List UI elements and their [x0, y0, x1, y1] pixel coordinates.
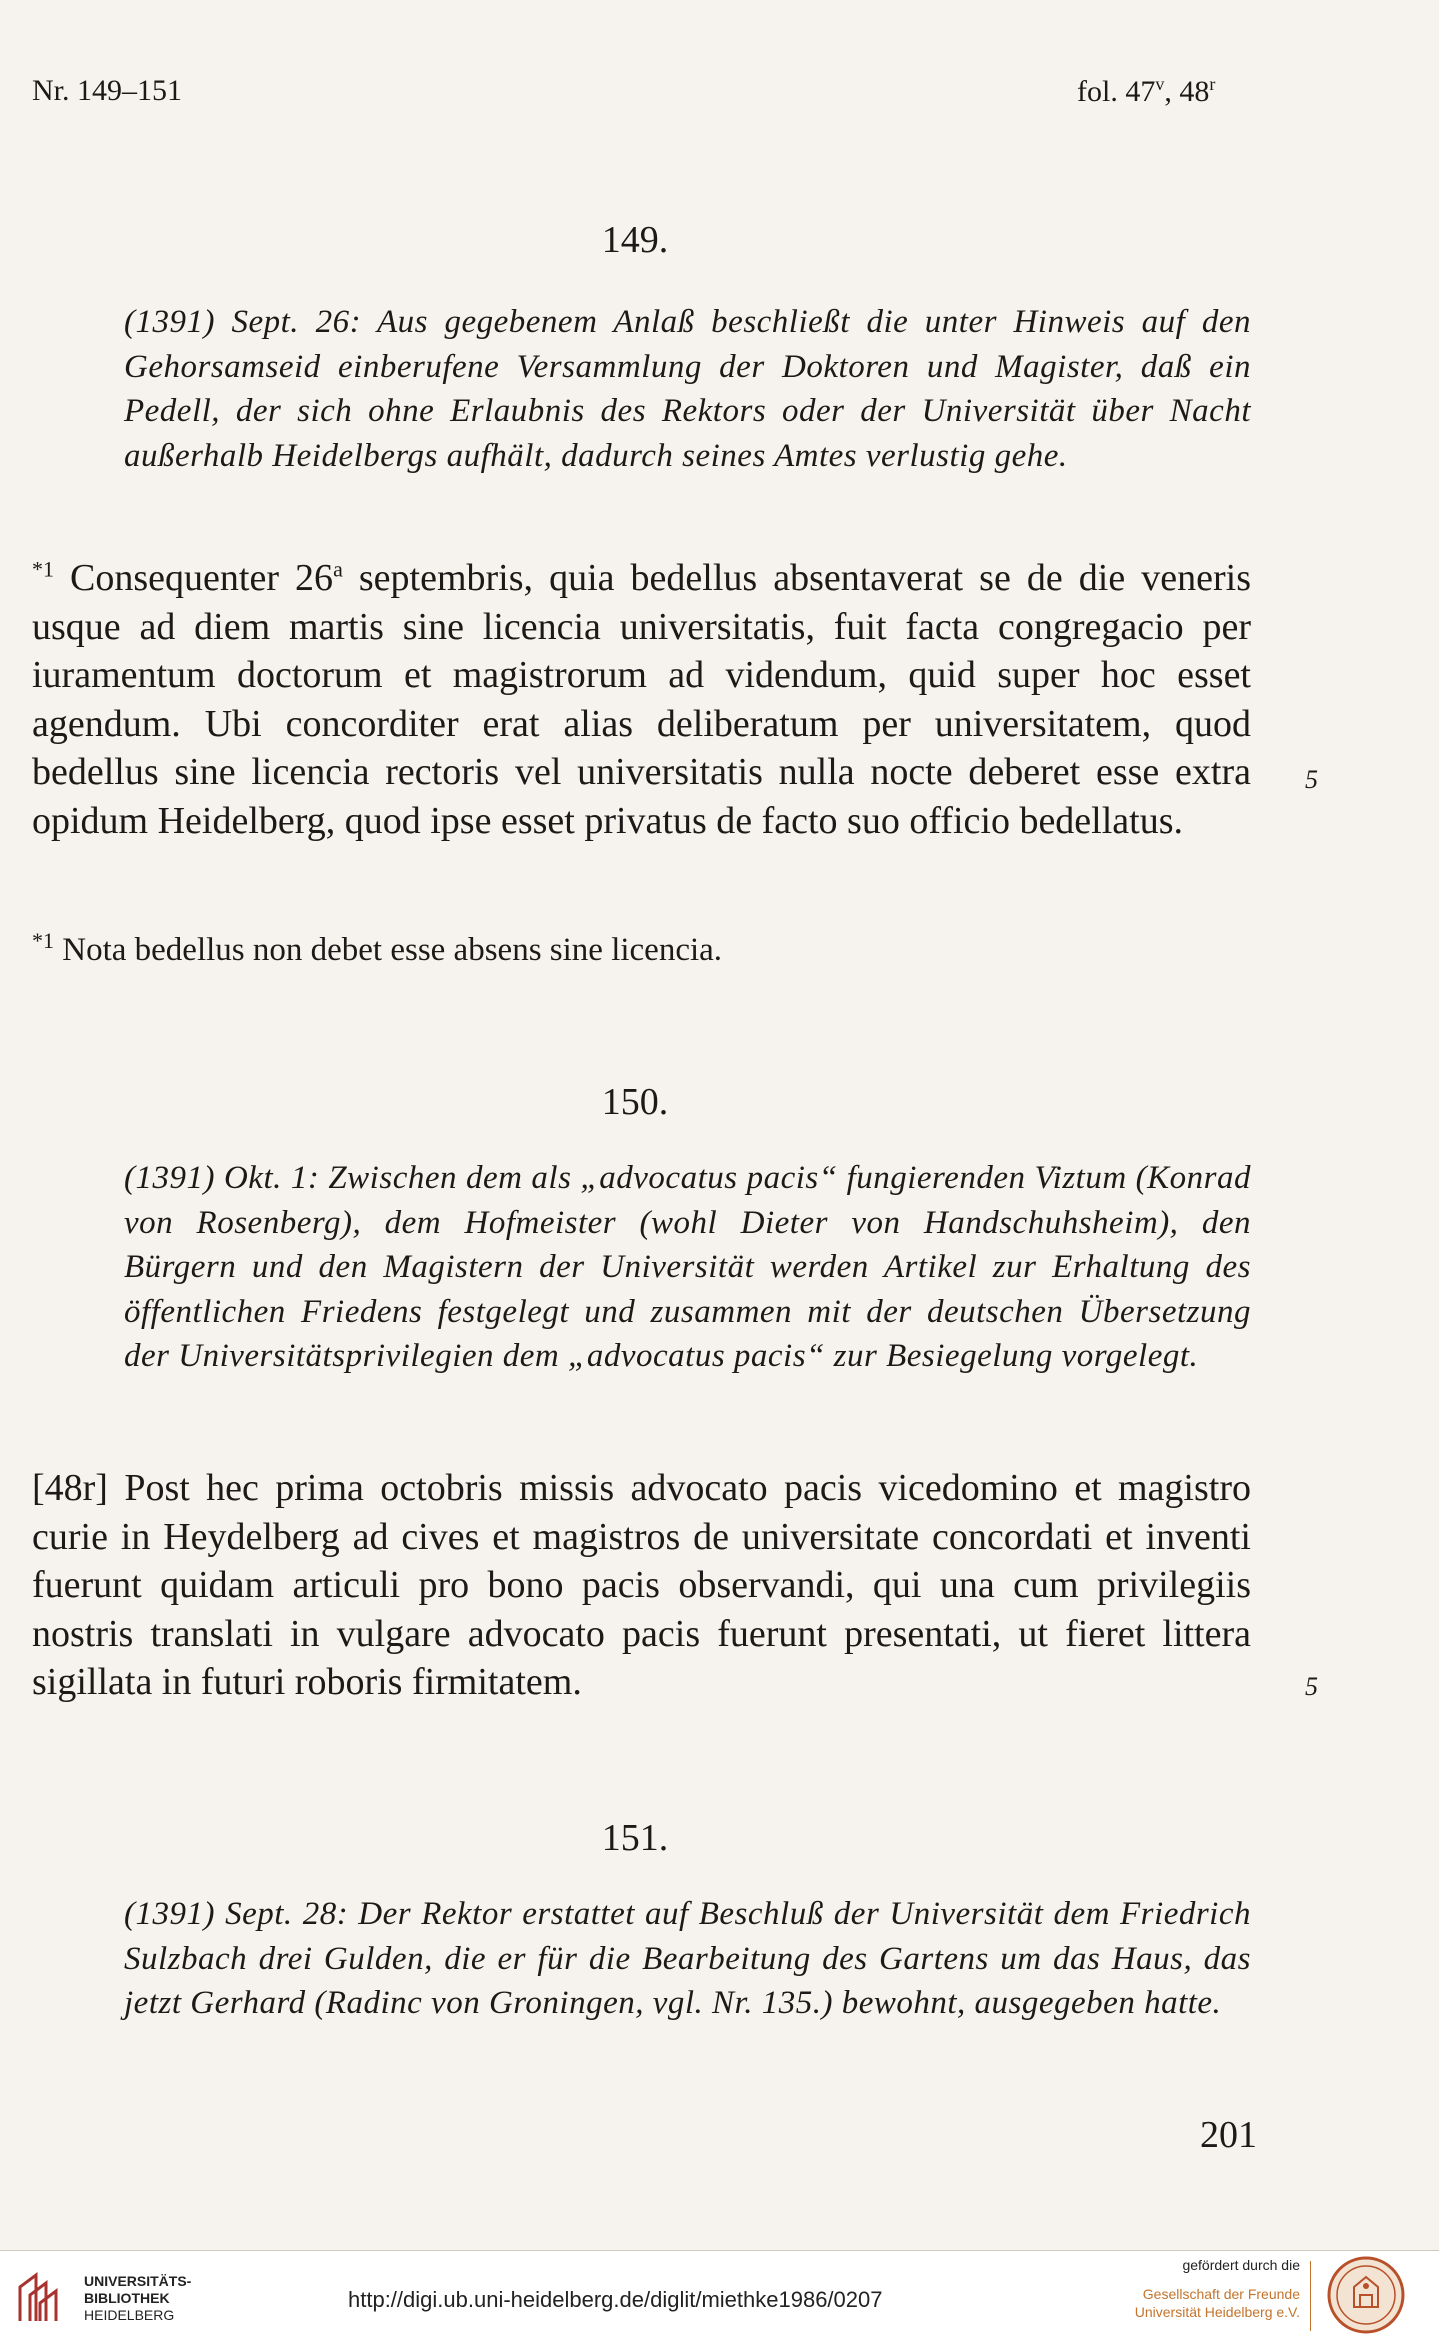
entry-149-line-number: 5 [1305, 765, 1318, 794]
entry-150-summary: (1391) Okt. 1: Zwischen dem als „advocatus pacis“ fungierenden Viztum (Konrad von Rosenberg), dem Hofmeister (wohl Dieter von Handschuhsheim), den Bürgern und den Magistern der Universität werden Artikel zur Erhaltung des öffentlichen Friedens festgelegt und zusammen mit der deutschen Übersetzung der Universitätsprivilegien dem „advocatus pacis“ zur Besiegelung vorgelegt. [124, 1160, 1251, 1374]
entry-149-note: $^{*1}$ Nota bedellus non debet esse absens sine licencia. [32, 928, 723, 968]
footnote-marker: *1 [32, 556, 54, 582]
entry-150-text: [48r] Post hec prima octobris missis advocato pacis vicedomino et magistro curie in Heydelberg ad cives et magistros de universitate concordati et inventi fuerunt quidam articuli pro bono pacis observandi, qui una cum privilegiis nostris translati in vulgare advocato pacis fuerunt presentati, ut fieret littera sigillata in futuri roboris firmitatem. [32, 1467, 1251, 1703]
footer-divider [1310, 2261, 1311, 2331]
university-seal-icon [1326, 2255, 1406, 2335]
entry-149-summary: (1391) Sept. 26: Aus gegebenem Anlaß beschließt die unter Hinweis auf den Gehorsamseid einberufene Versammlung der Doktoren und Magister, daß ein Pedell, der sich ohne Erlaubnis des Rektors oder der Universität über Nacht außerhalb Heidelbergs aufhält, dadurch seines Amtes verlustig gehe. [124, 304, 1251, 474]
running-header-right: fol. 47$^v$, 48$^r$ [1077, 74, 1216, 108]
entry-151-summary: (1391) Sept. 28: Der Rektor erstattet auf Beschluß der Universität dem Friedrich Sulzbach drei Gulden, die er für die Bearbeitung des Gartens um das Haus, das jetzt Gerhard (Radinc von Groningen, vgl. Nr. 135.) bewohnt, ausgegeben hatte. [124, 1896, 1251, 2021]
sponsor-credit: gefördert durch die Gesellschaft der Freunde Universität Heidelberg e.V. [1090, 2257, 1300, 2321]
entry-number-150: 150. [601, 1081, 669, 1123]
footer-bar [0, 2250, 1439, 2338]
sponsor-name: Gesellschaft der Freunde Universität Heidelberg e.V. [1134, 2286, 1300, 2320]
entry-number-151: 151. [601, 1817, 669, 1859]
entry-number-149: 149. [601, 219, 669, 261]
entry-150-line-number: 5 [1305, 1672, 1318, 1701]
page-number: 201 [1200, 2114, 1257, 2156]
entry-149-text: $^{*1}$ Consequenter 26$^a$ septembris, quia bedellus absentaverat se de die veneris usque ad diem martis sine licencia universitatis, fuit facta congregacio per iuramentum doctorum et magistrorum ad videndum, quid super hoc esset agendum. Ubi concorditer erat alias deliberatum per universitatem, quod bedellus sine licencia rectoris vel universitatis nulla nocte deberet esse extra opidum Heidelberg, quod ipse esset privatus de facto suo officio bedellatus. [32, 556, 1252, 842]
library-name: UNIVERSITÄTS- BIBLIOTHEK HEIDELBERG [84, 2273, 192, 2323]
running-header-left: Nr. 149–151 [32, 74, 182, 107]
permalink-url[interactable]: http://digi.ub.uni-heidelberg.de/diglit/miethke1986/0207 [348, 2287, 883, 2312]
ub-heidelberg-logo-icon[interactable] [14, 2269, 72, 2327]
